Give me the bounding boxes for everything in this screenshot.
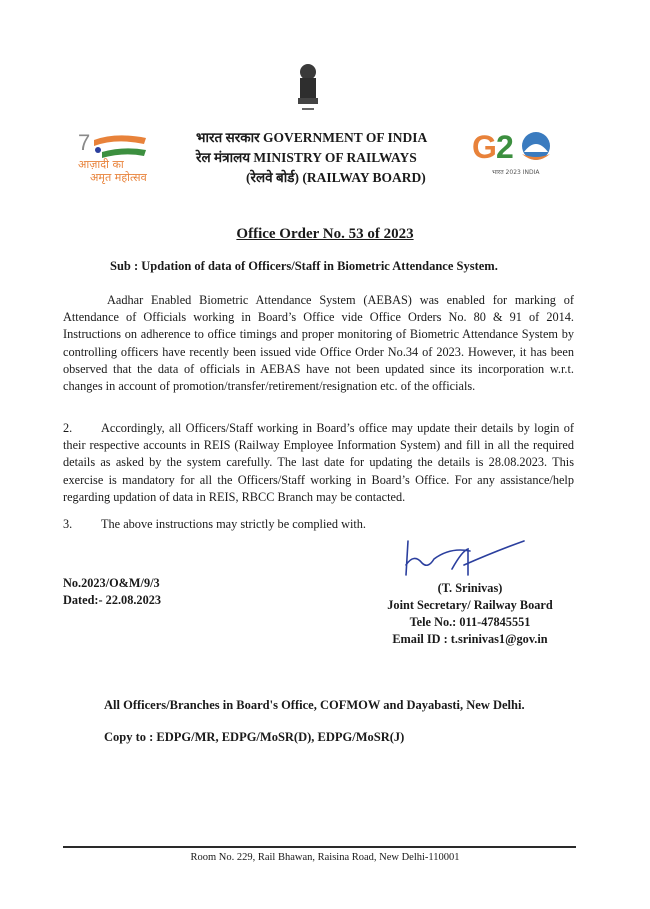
- svg-text:G: G: [472, 129, 497, 165]
- letterhead: [196, 128, 436, 188]
- g20-logo: [470, 122, 560, 184]
- signatory-email: Email ID : t.srinivas1@gov.in: [392, 632, 548, 646]
- signatory-phone: Tele No.: 011-47845551: [409, 615, 531, 629]
- signatory-block: [360, 580, 580, 648]
- paragraph-number: 2.: [63, 421, 73, 435]
- reference-date: Dated:- 22.08.2023: [63, 593, 162, 607]
- office-order-title: Office Order No. 53 of 2023: [236, 226, 414, 242]
- letterhead-line-ministry: रेल मंत्रालय MINISTRY OF RAILWAYS: [196, 150, 417, 165]
- footer-address: Room No. 229, Rail Bhawan, Raisina Road, New Delhi-110001: [190, 852, 460, 863]
- copy-to-list: Copy to : EDPG/MR, EDPG/MoSR(D), EDPG/MoSR(J): [104, 730, 405, 744]
- signatory-name: (T. Srinivas): [437, 581, 503, 595]
- distribution-list: All Officers/Branches in Board's Office, COFMOW and Dayabasti, New Delhi.: [104, 698, 525, 712]
- paragraph-3: [63, 516, 574, 533]
- svg-text:7: 7: [78, 130, 91, 155]
- reference-number: No.2023/O&M/9/3: [63, 576, 160, 590]
- paragraph-1: Aadhar Enabled Biometric Attendance System (AEBAS) was enabled for marking of Attendance of Officials working in Board’s Office vide Office Orders No. 80 & 91 of 2014. Instructions on adherence to office timings and proper monitoring of Biometric Attendance System by controlling officers have recently been issued vide Office Order No.34 of 2023. However, it has been observed that the data of officials in AEBAS have not been updated since its incorporation w.r.t. changes in account of promotion/transfer/retirement/resignation etc. of the officials.: [63, 293, 574, 394]
- signature-mark: [400, 535, 530, 577]
- reference-block: [63, 575, 161, 609]
- letterhead-line-board: (रेलवे बोर्ड) (RAILWAY BOARD): [246, 170, 426, 185]
- paragraph-2: [63, 420, 574, 506]
- svg-text:आज़ादी का: आज़ादी का: [78, 158, 124, 171]
- national-emblem-icon: [294, 62, 322, 114]
- paragraph-text: The above instructions may strictly be complied with.: [101, 517, 367, 531]
- subject-line: Sub : Updation of data of Officers/Staff in Biometric Attendance System.: [110, 259, 498, 273]
- paragraph-text: Accordingly, all Officers/Staff working in Board’s office may update their details by login of their respective accounts in REIS (Railway Employee Information System) and fill in all the required details as asked by the system carefully. The last date for updating the details is 28.08.2023. This exercise is mandatory for all the Officers/Staff working in Board’s Office. For any assistance/help regarding updation of data in REIS, RBCC Branch may be contacted.: [63, 421, 574, 504]
- svg-text:2: 2: [496, 129, 514, 165]
- paragraph-number: 3.: [63, 517, 73, 531]
- footer-divider: [63, 846, 576, 848]
- svg-text:भारत 2023 INDIA: भारत 2023 INDIA: [492, 169, 540, 176]
- azadi-ka-amrit-mahotsav-logo: [76, 128, 160, 184]
- svg-text:अमृत महोत्सव: अमृत महोत्सव: [90, 171, 147, 184]
- signatory-designation: Joint Secretary/ Railway Board: [387, 598, 553, 612]
- letterhead-line-government: भारत सरकार GOVERNMENT OF INDIA: [196, 130, 428, 145]
